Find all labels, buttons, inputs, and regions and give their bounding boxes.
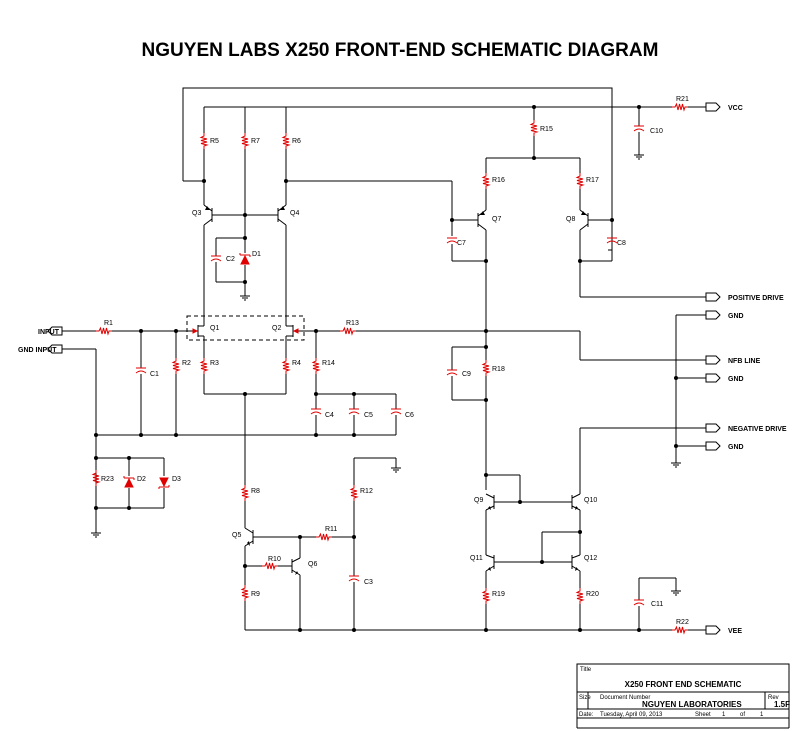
label-r12: R12 bbox=[360, 488, 373, 495]
resistor-r22 bbox=[672, 627, 688, 633]
label-q5: Q5 bbox=[232, 532, 242, 539]
resistor-r13 bbox=[340, 328, 356, 334]
transistor-q4 bbox=[278, 205, 286, 225]
label-r23: R23 bbox=[101, 476, 114, 483]
diode-d1 bbox=[240, 253, 250, 264]
resistor-r10 bbox=[262, 563, 278, 569]
port-input-label: INPUT bbox=[38, 329, 59, 336]
label-q3: Q3 bbox=[192, 210, 202, 217]
label-r1: R1 bbox=[104, 320, 113, 327]
diode-d2 bbox=[124, 476, 134, 487]
resistor-r20 bbox=[577, 588, 583, 604]
transistor-q10 bbox=[572, 494, 580, 510]
resistor-r14 bbox=[313, 358, 319, 374]
label-q12: Q12 bbox=[584, 555, 598, 562]
title-block-date-label: Date: bbox=[579, 712, 594, 718]
resistor-r4 bbox=[283, 358, 289, 374]
label-q4: Q4 bbox=[290, 210, 300, 217]
resistor-r21 bbox=[672, 104, 688, 110]
port-gnd-icon bbox=[706, 311, 720, 319]
capacitor-c1 bbox=[136, 368, 146, 373]
label-c1: C1 bbox=[150, 371, 159, 378]
label-r9: R9 bbox=[251, 591, 260, 598]
capacitor-c5 bbox=[349, 409, 359, 414]
resistor-r6 bbox=[283, 133, 289, 149]
title-block bbox=[577, 664, 790, 728]
label-q2: Q2 bbox=[272, 325, 282, 332]
port-vcc-label: VCC bbox=[728, 105, 743, 112]
title-block-size-label: Size bbox=[579, 695, 591, 701]
capacitor-c11 bbox=[634, 600, 644, 605]
resistor-r18 bbox=[483, 360, 489, 376]
diode-d3 bbox=[159, 478, 169, 489]
transistor-q6 bbox=[292, 558, 300, 575]
transistor-q11 bbox=[486, 555, 494, 571]
label-r20: R20 bbox=[586, 591, 599, 598]
port-gnd-icon bbox=[706, 374, 720, 382]
label-r10: R10 bbox=[268, 556, 281, 563]
transistor-q9 bbox=[486, 494, 494, 510]
title-block-date: Tuesday, April 09, 2013 bbox=[600, 712, 663, 718]
label-q1: Q1 bbox=[210, 325, 220, 332]
port-gnd-input-label: GND INPUT bbox=[18, 347, 57, 354]
title-block-title-label: Title bbox=[580, 667, 592, 673]
port-gnd3-label: GND bbox=[728, 444, 744, 451]
transistor-q5 bbox=[245, 528, 253, 546]
ground-icon bbox=[671, 588, 681, 595]
label-q7: Q7 bbox=[492, 216, 502, 223]
transistor-q2 bbox=[286, 318, 298, 340]
capacitor-c3 bbox=[349, 576, 359, 581]
label-r19: R19 bbox=[492, 591, 505, 598]
label-q8: Q8 bbox=[566, 216, 576, 223]
title-block-title: X250 FRONT END SCHEMATIC bbox=[624, 680, 742, 689]
label-r16: R16 bbox=[492, 177, 505, 184]
label-c4: C4 bbox=[325, 412, 334, 419]
resistor-r12 bbox=[351, 485, 357, 501]
title-block-rev: 1.5F bbox=[774, 700, 791, 709]
port-vee-label: VEE bbox=[728, 628, 743, 635]
transistor-q3 bbox=[204, 205, 212, 225]
port-gnd2-label: GND bbox=[728, 376, 744, 383]
resistor-r17 bbox=[577, 173, 583, 189]
resistor-r9 bbox=[242, 585, 248, 601]
transistor-q1 bbox=[193, 318, 204, 340]
label-q6: Q6 bbox=[308, 561, 318, 568]
label-r13: R13 bbox=[346, 320, 359, 327]
label-r6: R6 bbox=[292, 138, 301, 145]
label-r2: R2 bbox=[182, 360, 191, 367]
resistor-r23 bbox=[93, 470, 99, 486]
ground-icon bbox=[91, 530, 101, 537]
label-r5: R5 bbox=[210, 138, 219, 145]
ground-symbols bbox=[91, 152, 681, 595]
label-c9: C9 bbox=[462, 371, 471, 378]
transistor-q8 bbox=[580, 210, 588, 230]
label-q11: Q11 bbox=[470, 555, 483, 562]
resistor-r3 bbox=[201, 358, 207, 374]
label-c2: C2 bbox=[226, 256, 235, 263]
label-r18: R18 bbox=[492, 366, 505, 373]
resistor-r11 bbox=[316, 534, 332, 540]
resistor-r15 bbox=[531, 120, 537, 136]
label-d3: D3 bbox=[172, 476, 181, 483]
label-r7: R7 bbox=[251, 138, 260, 145]
label-r3: R3 bbox=[210, 360, 219, 367]
label-r22: R22 bbox=[676, 619, 689, 626]
label-c5: C5 bbox=[364, 412, 373, 419]
capacitor-c10 bbox=[634, 126, 644, 131]
resistor-r19 bbox=[483, 588, 489, 604]
label-c8: C8 bbox=[617, 240, 626, 247]
title-block-rev-label: Rev bbox=[768, 695, 779, 701]
ports bbox=[18, 103, 787, 635]
port-positive-drive-icon bbox=[706, 293, 720, 301]
component-labels bbox=[101, 96, 689, 626]
resistor-r1 bbox=[96, 328, 112, 334]
capacitor-c4 bbox=[311, 409, 321, 414]
port-positive-drive-label: POSITIVE DRIVE bbox=[728, 295, 784, 302]
label-r14: R14 bbox=[322, 360, 335, 367]
ground-icon bbox=[240, 293, 250, 300]
label-r17: R17 bbox=[586, 177, 599, 184]
label-c11: C11 bbox=[651, 601, 664, 608]
ground-icon bbox=[391, 465, 401, 472]
port-gnd-icon bbox=[706, 442, 720, 450]
port-gnd1-label: GND bbox=[728, 313, 744, 320]
label-d1: D1 bbox=[252, 251, 261, 258]
resistor-r8 bbox=[242, 485, 248, 501]
port-vcc-icon bbox=[706, 103, 720, 111]
label-r15: R15 bbox=[540, 126, 553, 133]
ground-icon bbox=[634, 152, 644, 159]
label-r11: R11 bbox=[325, 526, 338, 533]
capacitor-c2 bbox=[211, 256, 221, 261]
transistor-q12 bbox=[572, 555, 580, 571]
resistor-r7 bbox=[242, 133, 248, 149]
resistor-r16 bbox=[483, 173, 489, 189]
label-q9: Q9 bbox=[474, 497, 484, 504]
capacitor-c9 bbox=[447, 370, 457, 375]
label-c7: C7 bbox=[457, 240, 466, 247]
port-nfb-label: NFB LINE bbox=[728, 358, 761, 365]
title-block-of: 1 bbox=[760, 712, 764, 718]
title-block-of-label: of bbox=[740, 712, 746, 718]
diagram-title: NGUYEN LABS X250 FRONT-END SCHEMATIC DIAGRAM bbox=[141, 40, 659, 61]
ground-icon bbox=[671, 460, 681, 467]
label-r21: R21 bbox=[676, 96, 689, 103]
port-negative-drive-label: NEGATIVE DRIVE bbox=[728, 426, 787, 433]
label-c10: C10 bbox=[650, 128, 663, 135]
capacitor-c6 bbox=[391, 409, 401, 414]
port-nfb-icon bbox=[706, 356, 720, 364]
junction-dots bbox=[94, 105, 678, 632]
transistors bbox=[193, 205, 588, 575]
port-negative-drive-icon bbox=[706, 424, 720, 432]
wires bbox=[62, 88, 706, 630]
label-r4: R4 bbox=[292, 360, 301, 367]
label-r8: R8 bbox=[251, 488, 260, 495]
capacitor-c7 bbox=[447, 238, 457, 243]
label-c6: C6 bbox=[405, 412, 414, 419]
title-block-docnum-label: Document Number bbox=[600, 695, 651, 701]
title-block-sheet-label: Sheet bbox=[695, 712, 711, 718]
port-vee-icon bbox=[706, 626, 720, 634]
resistor-r2 bbox=[173, 358, 179, 374]
resistor-r5 bbox=[201, 133, 207, 149]
label-c3: C3 bbox=[364, 579, 373, 586]
label-q10: Q10 bbox=[584, 497, 598, 504]
transistor-q7 bbox=[478, 210, 486, 230]
label-d2: D2 bbox=[137, 476, 146, 483]
title-block-docnum: NGUYEN LABORATORIES bbox=[642, 700, 742, 709]
title-block-sheet: 1 bbox=[722, 712, 726, 718]
